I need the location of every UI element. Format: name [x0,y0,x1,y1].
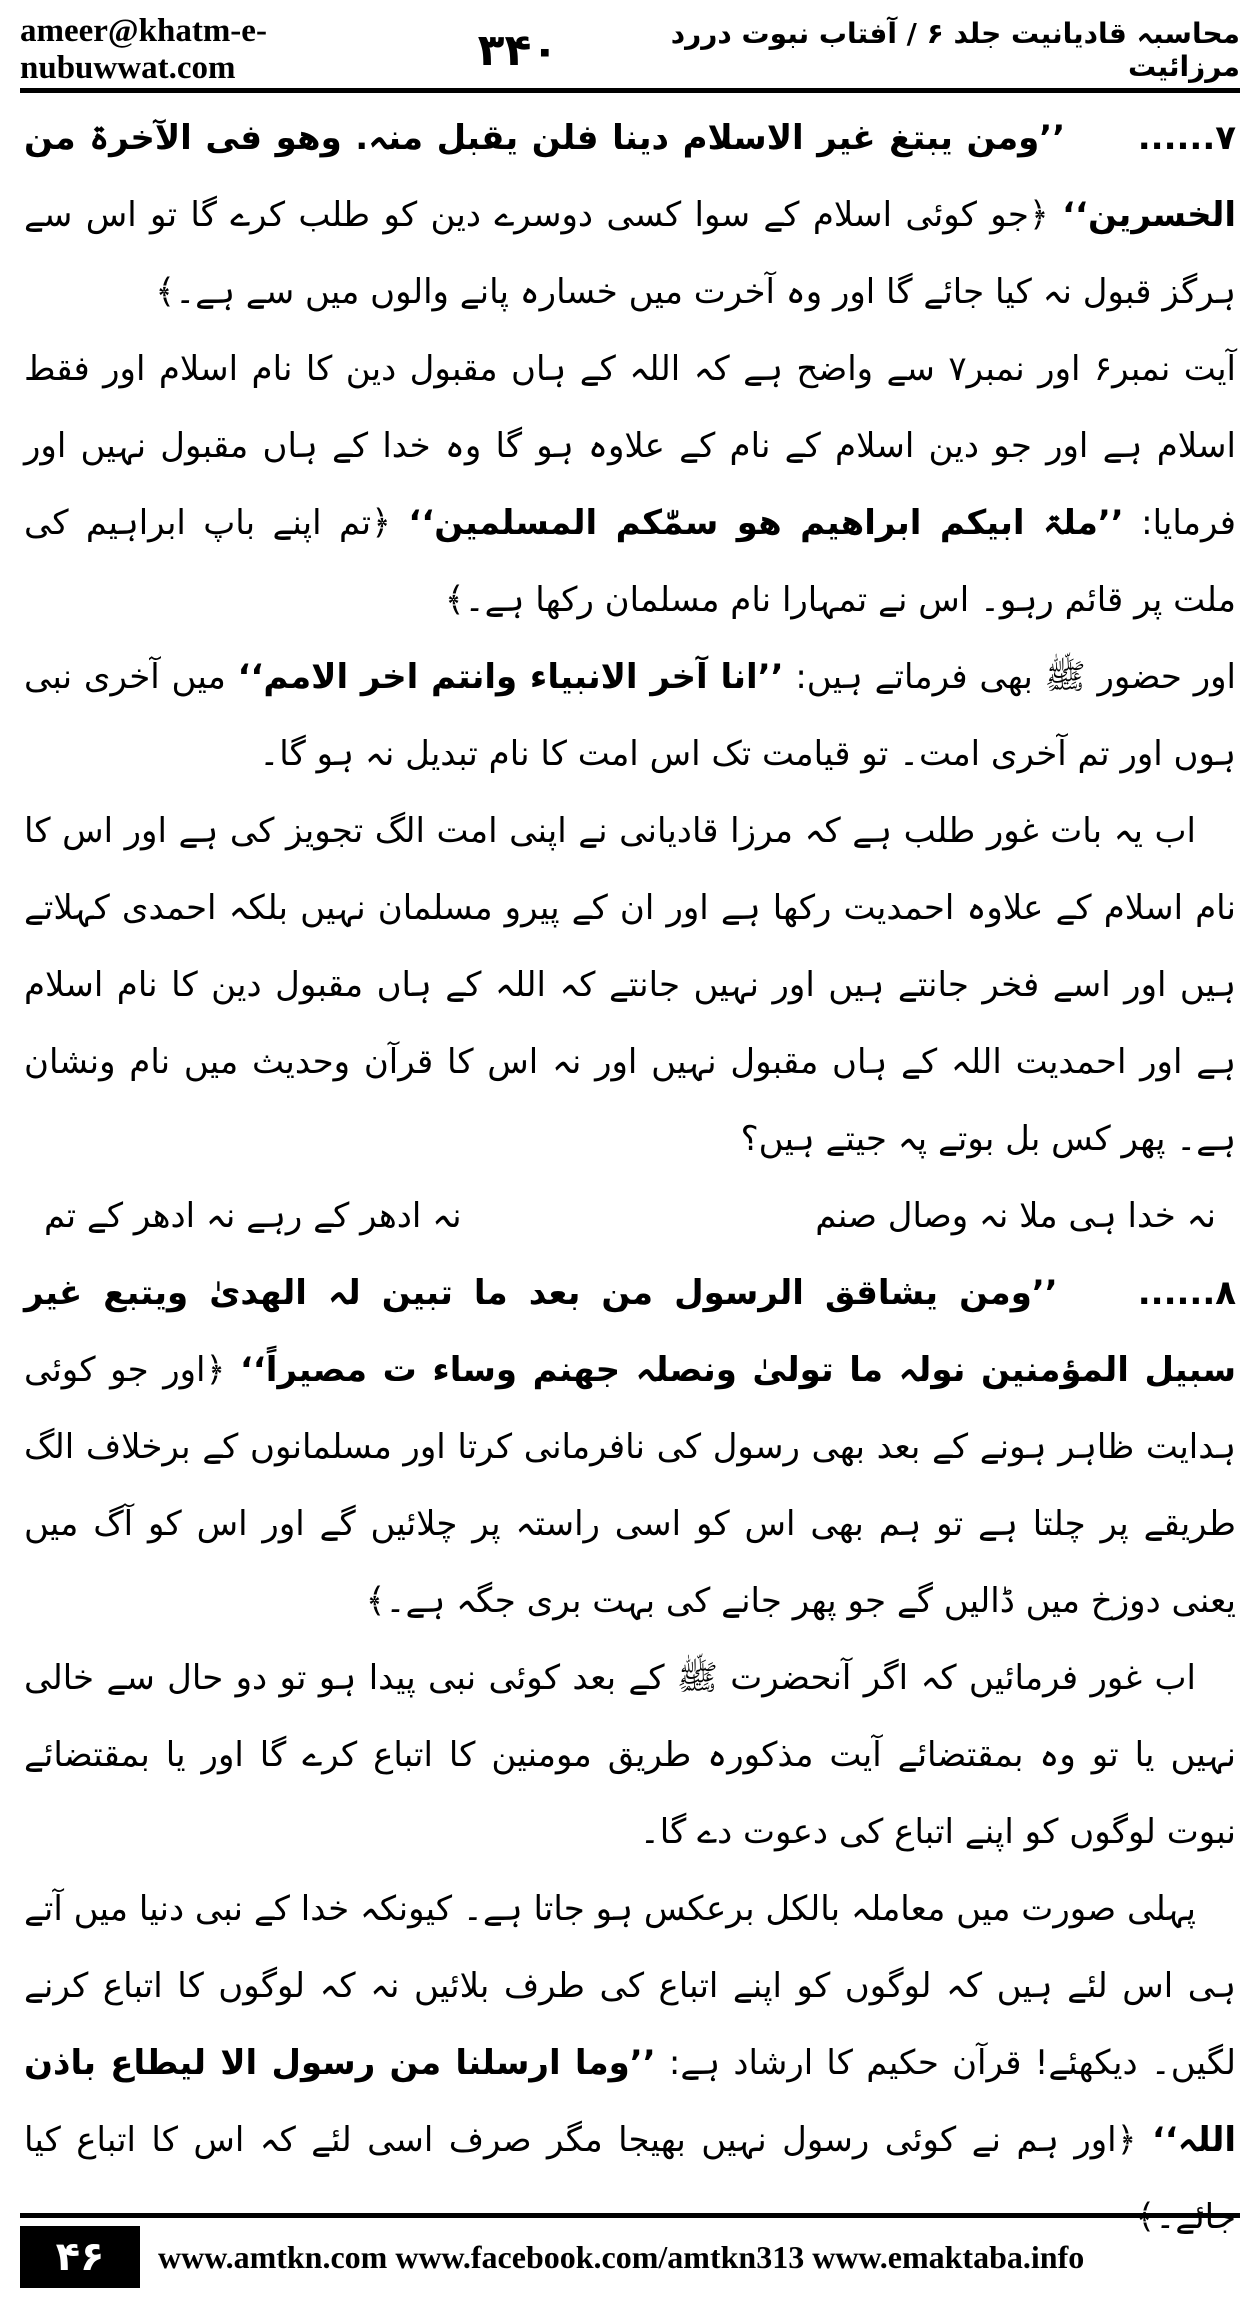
translation: ﴿تم اپنے باپ ابراہیم کی ملت پر قائم رہو۔ اس نے تمہارا نام مسلمان رکھا ہے۔﴾ [24,503,1236,620]
translation: ﴿جو کوئی اسلام کے سوا کسی دوسرے دین کو طلب کرے گا تو اس سے ہرگز قبول نہ کیا جائے گا اور وہ آخرت میں خسارہ پانے والوں میں سے ہے۔﴾ [24,195,1236,312]
hadith-quote: ’’انا آخر الانبیاء وانتم اخر الامم‘‘ [237,657,784,697]
body-text: پہلی صورت میں معاملہ بالکل برعکس ہو جاتا ہے۔ کیونکہ خدا کے نبی دنیا میں آتے ہی اس لئے ہیں کہ لوگوں کو اپنے اتباع کی طرف بلائیں نہ کہ لوگوں کا اتباع کرنے لگیں۔ دیکھئے! قرآن حکیم کا ارشاد ہے: [24,1889,1237,2083]
quran-quote: ’’ملۃ ابیکم ابراھیم ھو سمّٰکم المسلمین‘‘ [408,503,1124,543]
body-text: اب غور فرمائیں کہ اگر آنحضرت ﷺ کے بعد کوئی نبی پیدا ہو تو دو حال سے خالی نہیں یا تو وہ بمقتضائے آیت مذکورہ طریق مومنین کا اتباع کرے گا اور یا بمقتضائے نبوت لوگوں کو اپنے اتباع کی دعوت دے گا۔ [24,1658,1236,1852]
quran-quote: ’’ومن یبتغ غیر الاسلام دینا فلن یقبل منہ. وھو فی الآخرۃ من الخسرین‘‘ [24,118,1236,235]
header-email: ameer@khatm-e-nubuwwat.com [20,13,267,86]
page-footer [20,2213,1240,2296]
item-number: ۸...... [1137,1273,1236,1313]
verse-right: نہ خدا ہی ملا نہ وصال صنم [815,1196,1216,1236]
header-page-number: ۳۴۰ [477,24,559,76]
footer-links[interactable]: www.amtkn.com www.facebook.com/amtkn313 www.emaktaba.info [158,2238,1085,2275]
body-text: آیت نمبر۶ اور نمبر۷ سے واضح ہے کہ اللہ کے ہاں مقبول دین کا نام اسلام اور فقط اسلام ہے اور جو دین اسلام کے نام کے علاوہ ہو گا وہ خدا کے ہاں مقبول نہیں اور فرمایا: [24,349,1236,543]
body-text: اب یہ بات غور طلب ہے کہ مرزا قادیانی نے اپنی امت الگ تجویز کی ہے اور اس کا نام اسلام کے علاوہ احمدیت رکھا ہے اور ان کے پیرو مسلمان نہیں بلکہ احمدی کہلاتے ہیں اور اسے فخر جانتے ہیں اور نہیں جانتے کہ اللہ کے ہاں مقبول دین کا نام اسلام ہے اور احمدیت اللہ کے ہاں مقبول نہیں اور نہ اس کا قرآن وحدیث میں نام ونشان ہے۔ پھر کس بل بوتے پہ جیتے ہیں؟ [24,811,1236,1159]
quran-quote: ’’ومن یشاقق الرسول من بعد ما تبین لہ الھدیٰ ویتبع غیر سبیل المؤمنین نولہ ما تولیٰ ونصلہ جھنم وساء ت مصیراً‘‘ [24,1273,1236,1390]
paragraph-8 [24,1255,1236,1640]
item-number: ۷...... [1137,118,1236,158]
translation: ﴿اور ہم نے کوئی رسول نہیں بھیجا مگر صرف اسی لئے کہ اس کا اتباع کیا جائے۔﴾ [24,2120,1236,2237]
header-title: محاسبہ قادیانیت جلد ۶ / آفتاب نبوت دررد مرزائیت [670,17,1240,83]
paragraph-7 [24,100,1236,331]
paragraph-commentary-2 [24,793,1236,1178]
paragraph-hadith [24,639,1236,793]
poetry-couplet [24,1178,1236,1255]
page-body [24,100,1237,2237]
footer-page-box: ۴۶ [20,2226,140,2288]
page-header [20,13,1240,93]
paragraph-commentary-4 [24,1871,1236,2256]
translation: ﴿اور جو کوئی ہدایت ظاہر ہونے کے بعد بھی رسول کی نافرمانی کرتا اور مسلمانوں کے برخلاف الگ طریقے پر چلتا ہے تو ہم بھی اس کو اسی راستہ پر چلائیں گے اور اس کو آگ میں یعنی دوزخ میں ڈالیں گے جو پھر جانے کی بہت بری جگہ ہے۔﴾ [24,1350,1236,1621]
paragraph-commentary-1 [24,331,1236,639]
paragraph-commentary-3 [24,1640,1236,1871]
body-text: میں آخری نبی ہوں اور تم آخری امت۔ تو قیامت تک اس امت کا نام تبدیل نہ ہو گا۔ [24,657,1236,774]
header-left [20,13,576,87]
quran-quote: ’’وما ارسلنا من رسول الا لیطاع باذن اللہ‘‘ [24,2043,1236,2160]
body-text: اور حضور ﷺ بھی فرماتے ہیں: [795,657,1237,697]
verse-left: نہ ادھر کے رہے نہ ادھر کے تم [44,1196,462,1236]
